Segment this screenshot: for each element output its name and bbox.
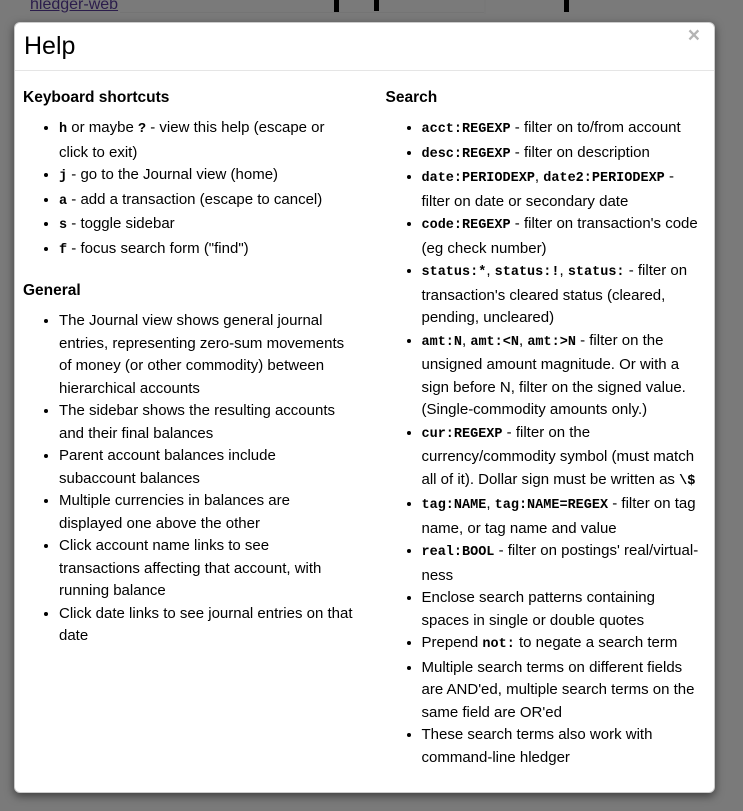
code-term: date2:PERIODEXP [543, 171, 665, 186]
modal-title: Help [24, 32, 76, 60]
help-list [23, 117, 353, 262]
code-term: code:REGEXP [421, 218, 511, 233]
list-item [59, 490, 353, 535]
item-text: - focus search form ("find") [67, 239, 249, 257]
list-item [422, 213, 707, 260]
item-text: - filter on transaction's cleared status (cleared, pending, uncleared) [421, 262, 688, 326]
item-text: The Journal view shows general journal entries, representing zero-sum movements of money (or other commodity) between hierarchical accounts [59, 312, 345, 397]
list-item [422, 142, 707, 167]
item-text: - view this help (escape or click to exit) [59, 119, 325, 161]
item-text: Prepend [421, 634, 483, 651]
item-text: Parent account balances include subaccount balances [59, 447, 276, 487]
help-modal [14, 22, 715, 793]
modal-header [15, 23, 714, 71]
list-item [422, 166, 707, 213]
list-item [422, 632, 707, 657]
item-text: , [486, 262, 495, 279]
item-text: - filter on description [510, 143, 650, 161]
item-text: - add a transaction (escape to cancel) [67, 190, 323, 208]
list-item [59, 400, 353, 445]
list-item [59, 445, 353, 490]
item-text: - go to the Journal view (home) [67, 166, 279, 183]
code-term: date:PERIODEXP [421, 171, 535, 186]
item-text: - filter on date or secondary date [421, 168, 674, 210]
section-heading: General [23, 282, 81, 299]
item-text: Click date links to see journal entries on that date [59, 604, 353, 644]
code-term: acct:REGEXP [421, 122, 511, 137]
code-term: ? [137, 122, 147, 137]
item-text: - filter on the currency/commodity symbol (must match all of it). Dollar sign must be written as [421, 423, 695, 488]
item-text: Multiple currencies in balances are displayed one above the other [59, 492, 290, 532]
item-text: to negate a search term [514, 634, 678, 651]
item-text: - filter on to/from account [510, 119, 681, 136]
code-term: j [59, 169, 68, 184]
item-text: or maybe [67, 119, 138, 136]
help-column-left [15, 89, 365, 789]
section-heading: Keyboard shortcuts [23, 89, 170, 106]
list-item [422, 260, 707, 330]
list-item [59, 603, 353, 648]
code-term: tag:NAME=REGEX [494, 498, 609, 513]
item-text: - filter on tag name, or tag name and value [421, 495, 696, 537]
code-term: cur:REGEXP [421, 426, 503, 442]
item-text: , [559, 262, 568, 279]
list-item [59, 189, 353, 214]
item-text: Click account name links to see transactions affecting that account, with running balance [59, 537, 322, 599]
item-text: , [462, 331, 471, 349]
code-term: s [59, 218, 68, 233]
list-item [59, 310, 353, 400]
item-text: These search terms also work with command-line hledger [421, 726, 653, 766]
item-text: , [534, 168, 544, 185]
code-term: status:! [494, 265, 560, 280]
list-item [59, 117, 353, 164]
help-list [23, 310, 353, 648]
code-term: amt:<N [470, 334, 519, 350]
list-item [59, 535, 353, 603]
section-heading: Search [385, 89, 438, 106]
code-term: h [59, 122, 68, 137]
list-item [422, 587, 707, 632]
item-text: - toggle sidebar [67, 215, 175, 232]
help-column-right [365, 89, 715, 789]
code-term: \$ [679, 473, 696, 489]
code-term: not: [482, 637, 515, 652]
close-icon[interactable]: × [687, 24, 700, 47]
list-item [422, 724, 707, 769]
code-term: amt:>N [527, 334, 576, 350]
modal-body [15, 71, 714, 789]
item-text: Enclose search patterns containing spaces in single or double quotes [421, 589, 655, 629]
list-item [59, 238, 353, 263]
code-term: amt:N [421, 334, 463, 350]
list-item [422, 422, 707, 494]
item-text: - filter on the unsigned amount magnitude. Or with a sign before N, filter on the signed value. (Single-commodity amounts only.) [421, 331, 686, 418]
list-item [422, 330, 707, 422]
item-text: The sidebar shows the resulting accounts and their final balances [59, 402, 335, 442]
code-term: desc:REGEXP [421, 146, 511, 162]
item-text: , [486, 495, 495, 512]
list-item [422, 493, 707, 540]
item-text: - filter on transaction's code (eg check number) [421, 215, 698, 257]
item-text: , [518, 331, 528, 349]
help-list [386, 117, 707, 769]
item-text: Multiple search terms on different fields are AND'ed, multiple search terms on the same field are OR'ed [421, 658, 695, 721]
list-item [59, 213, 353, 238]
item-text: - filter on postings' real/virtual-ness [421, 542, 699, 584]
list-item [59, 164, 353, 189]
code-term: a [59, 193, 68, 209]
code-term: status: [567, 265, 625, 280]
code-term: f [59, 242, 68, 258]
code-term: status:* [421, 265, 487, 280]
list-item [422, 540, 707, 587]
list-item [422, 657, 707, 725]
list-item [422, 117, 707, 142]
code-term: tag:NAME [421, 498, 487, 513]
code-term: real:BOOL [421, 545, 495, 560]
